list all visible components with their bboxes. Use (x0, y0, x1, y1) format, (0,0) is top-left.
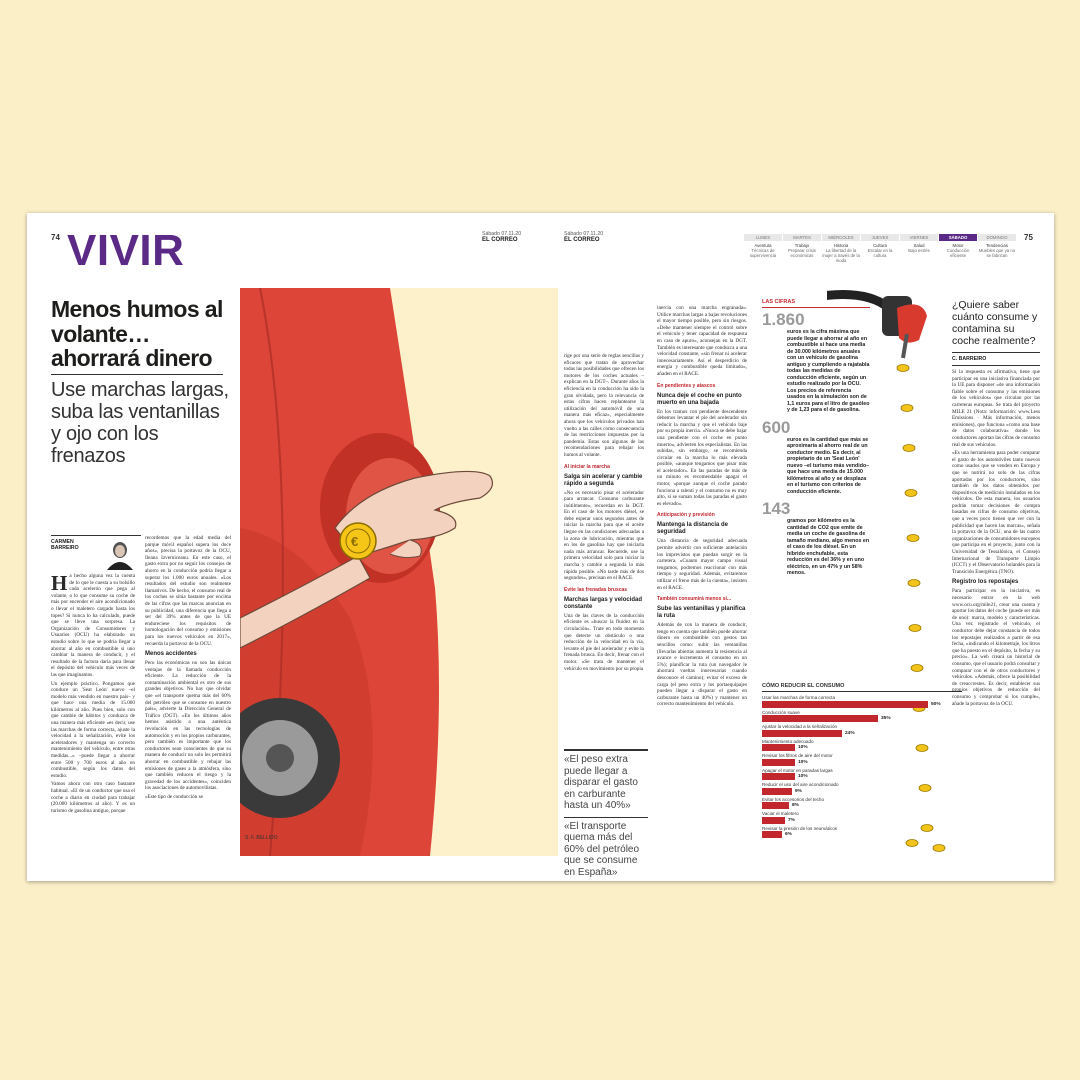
day-topic (822, 243, 860, 263)
chart-row (762, 710, 962, 723)
pull-quote: «El peso extra puede llegar a disparar el gasto en carburante hasta un 40%» (564, 754, 638, 811)
cifras-box (762, 299, 870, 577)
page-number-left: 74 (51, 233, 60, 242)
day-topic-sub: Preparar crisis económicas (788, 248, 816, 258)
paragraph: En los tramos con pendiente descendente debemos levantar el pie del acelerador sin reducir la marcha y que el vehículo baje por su propia inercia. «Nunca se debe bajar una pendiente con el coche en punto muerto», advierten los especialistas. En las subidas, sin embargo, se recomienda circular en la marcha lo más elevada posible, «aunque tengamos que pisar más el acelerador». En las paradas de más de un minuto es recomendable apagar el motor, «porque aunque el coche parado funciona a ralentí y el consumo no es muy alto, si se suman todas las paradas el gasto es elevado». (657, 408, 747, 507)
bar (762, 817, 785, 824)
paragraph: Pero las económicas no son las únicas ventajas de la llamada conducción eficiente. La reducción de la contaminación ambiental es otro de sus grandes objetivos. No hay que olvidar que «el transporte quema más del 60% del petróleo que se consume en nuestro país», advierte la Dirección General de Tráfico (DGT). «En los últimos años hemos asistido a una auténtica revolución en las tecnologías de automoción y en los propios carburantes, pero también es importante que los conductores sean conscientes de que su manera de conducir no solo les permitirá ahorrar en combustible y rebajar las emisiones de gases a la atmósfera, sino que también reducen el riesgo y la gravedad de los accidentes», coinciden los asociaciones de automovilistas. (145, 660, 231, 792)
page-number-right: 75 (1024, 233, 1033, 242)
paragraph: Ha hecho alguna vez la cuenta de lo que le cuesta a su bolsillo cada acelerón que pega al volante, o lo que consume su coche de más por encender el aire acondicionado o llevar el maletero cargado hasta los topes? Si nunca lo ha calculado, puede que se lleve una sorpresa. La Organización de Consumidores y Usuarios (OCU) ha elaborado un estudio sobre lo que se podría llegar a ahorrar al año en combustible si uno cambiar la manera de conducir, y el resultado de la factura daría para llenar el depósito del vehículo más veces de las que imaginamos. (51, 571, 135, 678)
sidebar-author: C. BARREIRO (952, 356, 987, 362)
bar-category-label: Evitar los accesorios del techo (762, 796, 825, 802)
date-right: Sábado 07.11.20 (564, 231, 604, 237)
bar-value-label: 35% (881, 716, 891, 721)
paragraph: inercia con una marcha engranada». Utilice marchas largas a bajas revoluciones el mayor tiempo posible, pero sin riesgos. «Debe mantener siempre el control sobre el vehículo y tener capacidad de respuesta en caso de apuro», aconsejan en la DGT. También es interesante que conduzca a una velocidad constante, «sin frenar ni acelerar innecesariamente. Así el desperdicio de energía y combustible queda limitado», añaden en el RACE. (657, 305, 747, 377)
day-topic-title: Salud (913, 243, 925, 248)
chart-row (762, 811, 962, 824)
kicker: Anticipación y previsión (657, 512, 715, 519)
coin (906, 840, 918, 847)
article-column-3 (564, 353, 644, 674)
author-photo (103, 540, 139, 570)
drop-cap: H (51, 571, 68, 595)
coin (933, 845, 945, 852)
day-tab: MARTES (783, 234, 821, 241)
chart-row (762, 739, 962, 752)
coin (897, 365, 909, 372)
paragraph: Una de las claves de la conducción eficiente es «buscar la fluidez en la circulación». Trate en todo momento que detecte un obstáculo o una reducción de la velocidad en la vía, levante el pie del acelerador y evite la frenada brusca. En decir, frenar con el motor. «Se trata de mantener el vehículo en movimiento por su propia (564, 612, 644, 672)
byline (51, 535, 141, 551)
masthead-left (482, 231, 552, 244)
bar-value-label: 10% (798, 759, 808, 765)
chart-row (762, 768, 962, 781)
bar-value-label: 6% (785, 832, 792, 837)
author-name: CARMEN BARREIRO (51, 539, 79, 551)
section-title: VIVIR (67, 226, 185, 275)
paper-name-left: EL CORREO (482, 237, 518, 243)
chart-row (762, 797, 962, 810)
coin (909, 625, 921, 632)
svg-text:€: € (351, 534, 359, 549)
bar-category-label: Vaciar el maletero (762, 811, 799, 816)
cifra-text: euros es la cantidad que más se aproximaría al ahorro real de un conductor medio. Es decir, al propietario de un 'Seat León' nuevo –el turismo más vendido– que hace una media de 15.000 kilómetros al año y se desplaza en el turismo con criterios de conducción eficiente. (787, 436, 870, 495)
subheading: Mantenga la distancia de seguridad (657, 522, 729, 536)
cifras-label: LAS CIFRAS (762, 299, 795, 305)
day-topic-title: Motor (952, 243, 964, 248)
bar (762, 759, 795, 766)
subheading: Nunca deje el coche en punto muerto en una bajada (657, 392, 742, 406)
weekly-schedule (744, 234, 1016, 263)
day-topic-sub: Muebles que ya no se fabrican (978, 248, 1016, 258)
cifra-number: 143 (762, 499, 791, 518)
coin (907, 535, 919, 542)
chart-row (762, 782, 962, 795)
bar (762, 701, 928, 708)
headline-rule (51, 374, 223, 375)
paragraph: Además de con la manera de conducir, tengo en cuenta que también puede ahorrar dinero en combustible con gestos tan sencillos como: subir las ventanillas (llevarlas abiertas aumenta la resistencia al avance e incrementa el consumo en un 5%); planificar la ruta (un navegador le ahorrará vueltas innecesarias cuando desconoce el camino); evitar el exceso de carga (el peso extra y los portaequipajes pueden llegar a disparar el gasto en carburante hasta un 40%) y mantener un correcto mantenimiento del vehículo. (657, 622, 747, 708)
chart-row (762, 695, 962, 708)
subheading: Sube las ventanillas y planifica la ruta (657, 606, 746, 620)
paragraph: Para participar en la iniciativa, es necesario entrar en la web www.ocu.org/mile21, crear una cuenta y aportar los datos del coche (puede ser más de uno): marca, modelo y características. Una vez registrado el vehículo, el conductor debe dejar constancia de todos los repostajes realizados a partir de esa fecha, «indicando el kilometraje, los litros que ha puesto en el depósito, la fecha y su precio». La web creará un historial de consumo, que el usuario podrá consultar y comparar con el de otros conductores y vehículos. «Además, ofrece la posibilidad de creaccrestes. Es decir, establecer sus propios objetivos de reducción del consumo y comprobar si los cumple», añade la portavoz de la OCU. (952, 588, 1040, 707)
subheading: Registro los repostajes (952, 579, 1019, 586)
day-tab: DOMINGO (978, 234, 1016, 241)
bar-category-label: Usar las marchas de forma correcta (762, 695, 836, 700)
bar-category-label: Revisar los filtros de aire del motor (762, 753, 833, 758)
day-topic-title: Aventura (754, 243, 772, 248)
kicker: Al iniciar la marcha (564, 463, 610, 470)
bar (762, 802, 789, 809)
illustration-credit: S. F. BELLIDO (245, 835, 278, 841)
paragraph: «Es una herramienta para poder comparar el gasto de los automóviles tanto nuevos como usados que se venden en Europa y que se nutrirá no solo de las cifras aportadas por los conductores, sino también de los datos obtenidos por dispositivos de medición instalados en los vehículos. De esta manera, los usuarios podrán tomar decisiones de compra basadas en cifras de consumo objetivas, que a veces poco tienen que ver con la publicidad que hacen las marcas», señala la portavoz de la OCU, una de las cuatro organizaciones de consumidores europeos que participa en el proyecto, junto con la Universidad de Tessalónica, el Consejo Internacional de Transporte Limpio (ICCT) y el Observatorio holandés para la Transición Energética (TNO). (952, 450, 1040, 575)
day-topic-sub: Conducción eficiente (946, 248, 970, 258)
day-topic (783, 243, 821, 263)
article-column-1 (51, 573, 135, 816)
day-topic (900, 243, 938, 263)
bar-value-label: 10% (798, 774, 808, 779)
paragraph: Vamos ahora con otro caso bastante habitual. «El de un conductor que usa el coche a diario en ciudad para trabajar (20.000 kilómetros al año). Y es un turismo de gasolina antiguo, porque (51, 781, 135, 814)
car-illustration (240, 288, 558, 856)
day-topic-title: Tendencias (986, 243, 1008, 248)
day-topic-sub: Técnicas de supervivencia (749, 248, 777, 258)
bar (762, 744, 795, 751)
day-topic (861, 243, 899, 263)
sidebar (952, 299, 1040, 709)
day-tab: JUEVES (861, 234, 899, 241)
pull-quotes (564, 749, 648, 878)
headline: Menos humos al volante… ahorrará dinero (51, 296, 223, 371)
headline-block (51, 297, 231, 467)
paragraph: Si la respuesta es afirmativa, tiene que participar en una iniciativa financiada por la UE para disponer «de una información fiable sobre el consumo y las emisiones de los vehículos» que circulan por las carreteras europeas. Se trata del proyecto MILE 21 (Nota: información: www.Less Emissions · Más información, menos emisiones), que funciona «como una base de datos colaborativa» donde los conductores aportan las cifras de consumo real de sus vehículos. (952, 369, 1041, 448)
bar (762, 831, 782, 838)
bar-category-label: Conducción suave (762, 709, 800, 715)
cifra-number: 600 (762, 417, 791, 437)
bar-value-label: 8% (792, 803, 799, 808)
bar-category-label: Apagar el motor en paradas largas (762, 767, 833, 773)
chart-row (762, 826, 962, 839)
paragraph: Un ejemplo práctico. Pongamos que conduce un 'Seat León' nuevo –el modelo más vendido en nuestro país– y que hace una media de 15.000 kilómetros al año. Pues bien, solo con que cambie de hábitos y conduzca de una manera más eficiente «es decir, use las marchas de forma correcta, ajuste la velocidad a la señalización, evite los aceleradores y mantenga un correcto mantenimiento del vehículo, entre otras medidas...» –puede llegar a ahorrar entre 500 y 700 euros al año en combustible, según los datos del estudio. (51, 680, 135, 779)
bar-value-label: 24% (845, 730, 855, 736)
chart-title: CÓMO REDUCIR EL CONSUMO (762, 683, 845, 689)
article-column-2 (145, 535, 231, 803)
subheading: Menos accidentes (145, 651, 197, 658)
paragraph: Una distancia de seguridad adecuada permite advertir con suficiente antelación los imprevistos que puedan surgir en la carretera. «Cuanto mayor campo visual tengamos, podremos reaccionar con más tiempo y seguridad. Además, evitaremos utilizar el freno más de la cuenta», insisten en el RACE. (657, 538, 747, 591)
bar (762, 730, 842, 737)
bar-category-label: Reducir el uso del aire acondicionado (762, 782, 839, 787)
chart-row (762, 753, 962, 766)
day-topic (939, 243, 977, 263)
day-topic-title: Cultura (873, 243, 887, 248)
day-topic-title: Trabajo (794, 243, 810, 248)
paragraph: «No es necesario pisar el acelerador para arrancar. Consumo carburante inútilmente», recuerdan en la DGT. En el caso de los motores diésel, se debe esperar unos segundos antes de iniciar la marcha para que el aceite llegue en las condiciones adecuadas a la zona de lubricación, mientras que en los de gasolina hay que iniciarla nada más arrancar. Recuerde, use la primera velocidad solo para iniciar la marcha y cambie a segunda lo más rápido posible. «No tarde más de dos segundos», precisan en el RACE. (564, 489, 644, 582)
chart-row (762, 724, 962, 737)
subheading: Salga sin acelerar y cambie rápido a segunda (564, 473, 643, 487)
bar-category-label: Mantenimiento adecuado (762, 738, 814, 744)
subheading: Marchas largas y velocidad constante (564, 596, 643, 610)
kicker: En pendientes y atascos (657, 382, 716, 389)
consumption-chart (762, 683, 962, 840)
bar-category-label: Ajustar la velocidad a la señalización (762, 724, 838, 729)
coin (901, 405, 913, 412)
pull-quote: «El transporte quema más del 60% del petróleo que se consume en España» (564, 820, 640, 878)
day-topic-title: Historia (833, 243, 849, 248)
paper-name-right: EL CORREO (564, 237, 600, 243)
date-left: Sábado 07.11.20 (482, 231, 522, 237)
coin (903, 445, 915, 452)
deck: Use marchas largas, suba las ventanillas y ojo con los frenazos (51, 378, 229, 467)
cifra-text: euros es la cifra máxima que puede llegar a ahorrar al año en combustible si hace una media de 30.000 kilómetros anuales con un vehículo de gasolina antiguo y cumpliendo a rajatabla todas las medidas de conducción eficiente, según un estudio realizado por la OCU. Los precios de referencia usados en la simulación son de 1,1 euros para el litro de gasóleo y de 1,23 para el de gasolina. (787, 329, 870, 413)
cifra-number: 1.860 (762, 310, 805, 329)
kicker: Evite las frenadas bruscas (564, 586, 628, 593)
paragraph: recordemos que la edad media del parque móvil español supera los doce años», precisa la portavoz de la OCU, Ileana Izverniceanu. En este caso, el gasto extra por no seguir los consejos de ahorro en la conducción podría llegar a superar los 1.000 euros anuales. «Los resultados del estudio son realmente llamativos. De hecho, el consumo real de los coches se sitúa bastante por encima de las cifras que las marcas anuncian en su publicidad, una diferencia que llega a ser del 39% antes de que la UE endureciese los requisitos de homologación del consumo y emisiones para los nuevos vehículos en 2017», recuerda la portavoz de la OCU. (145, 535, 231, 647)
masthead-right (564, 231, 634, 244)
bar (762, 715, 878, 722)
bar-list (762, 695, 962, 838)
day-tab: MIÉRCOLES (822, 234, 860, 241)
kicker: También consumirá menos si... (657, 596, 732, 603)
day-topic (978, 243, 1016, 263)
coin (905, 490, 917, 497)
paragraph: «Este tipo de conducción se (145, 793, 203, 800)
day-topic-sub: Bajo estrés (908, 248, 930, 253)
day-topic-sub: Escalar en la cultura (867, 248, 893, 258)
bar-value-label: 9% (795, 788, 802, 794)
sidebar-question: ¿Quiere saber cuánto consume y contamina su coche realmente? (952, 299, 1038, 347)
day-tab: SÁBADO (939, 234, 977, 241)
day-topic-sub: La libertad de la mujer a través de la moda (822, 248, 860, 263)
day-tab: VIERNES (900, 234, 938, 241)
day-topic (744, 243, 782, 263)
article-column-4 (657, 305, 747, 710)
coin (908, 580, 920, 587)
cifra-text: gramos por kilómetro es la cantidad de CO2 que emite de media un coche de gasolina de tamaño mediano, algo menos en el caso de los diésel. En un híbrido enchufable, esta reducción es del 36% y en uno eléctrico, en un 47% y un 58% menos. (787, 518, 870, 576)
bar-value-label: 7% (788, 817, 795, 823)
bar (762, 773, 795, 780)
bar-value-label: 50% (931, 701, 941, 707)
paragraph: rige por una serie de reglas sencillas y eficaces que tratan de aprovechar todas las posibilidades que ofrecen los motores de los coches actuales –explican en la DGT–. Durante años la eficiencia en la conducción ha sido la gran olvidada, pero la relevancia de estas cifras hacen replantearse la utilización del automóvil de una manera más eficaz», especialmente ahora que los vehículos privados han vuelto a las calles como consecuencia de las restricciones impuestas por la pandemia. Estas son algunas de las recomendaciones para rebajar los humos al volante. (564, 353, 644, 458)
newspaper-spread (27, 213, 1054, 881)
bar (762, 788, 792, 795)
bar-value-label: 10% (798, 745, 808, 750)
bar-category-label: Revisar la presión de los neumáticos (762, 825, 838, 831)
day-tab: LUNES (744, 234, 782, 241)
coin (911, 665, 923, 672)
